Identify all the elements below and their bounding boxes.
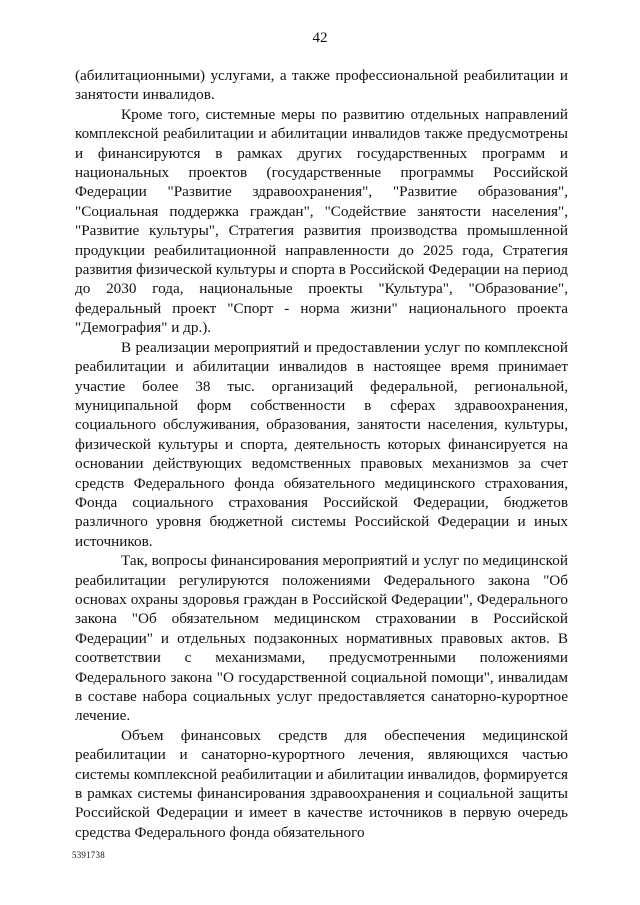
document-body <box>75 66 568 842</box>
paragraph-medical-rehabilitation: Так, вопросы финансирования мероприятий и услуг по медицинской реабилитации регулируются положениями Федерального закона "Об основах охраны здоровья граждан в Российской Федерации", Федерального закона "Об обязательном медицинском страховании в Российской Федерации" и отдельных подзаконных нормативных правовых актов. В соответствии с механизмами, предусмотренными положениями Федерального закона "О государственной социальной помощи", инвалидам в составе набора социальных услуг предоставляется санаторно-курортное лечение. <box>75 552 568 725</box>
paragraph-organizations: В реализации мероприятий и предоставлении услуг по комплексной реабилитации и абилитации инвалидов в настоящее время принимает участие более 38 тыс. организаций федеральной, региональной, муниципальной форм собственности в сферах здравоохранения, социального обслуживания, образования, занятости населения, культуры, физической культуры и спорта, деятельность которых финансируется на основании действующих ведомственных правовых механизмов за счет средств Федерального фонда обязательного медицинского страхования, Фонда социального страхования Российской Федерации, бюджетов различного уровня бюджетной системы Российской Федерации и иных источников. <box>75 338 568 550</box>
document-id: 5391738 <box>72 850 105 860</box>
paragraph-financing-volume: Объем финансовых средств для обеспечения медицинской реабилитации и санаторно-курортного лечения, являющихся частью системы комплексной реабилитации и абилитации инвалидов, формируется в рамках системы финансирования здравоохранения и социальной защиты Российской Федерации и имеет в качестве источников в первую очередь средства Федерального фонда обязательного <box>75 726 568 841</box>
paragraph-continuation: (абилитационными) услугами, а также профессиональной реабилитации и занятости инвалидов. <box>75 67 568 104</box>
paragraph-other-programs: Кроме того, системные меры по развитию отдельных направлений комплексной реабилитации и абилитации инвалидов также предусмотрены и финансируются в рамках других государственных программ и национальных проектов (государственные программы Российской Федерации "Развитие здравоохранения", "Развитие образования", "Социальная поддержка граждан", "Содействие занятости населения", "Развитие культуры", Стратегия развития производства промышленной продукции реабилитационной направленности до 2025 года, Стратегия развития физической культуры и спорта в Российской Федерации на период до 2030 года, национальные проекты "Культура", "Образование", федеральный проект "Спорт - норма жизни" национального проекта "Демография" и др.). <box>75 105 568 337</box>
page-number: 42 <box>312 30 328 46</box>
